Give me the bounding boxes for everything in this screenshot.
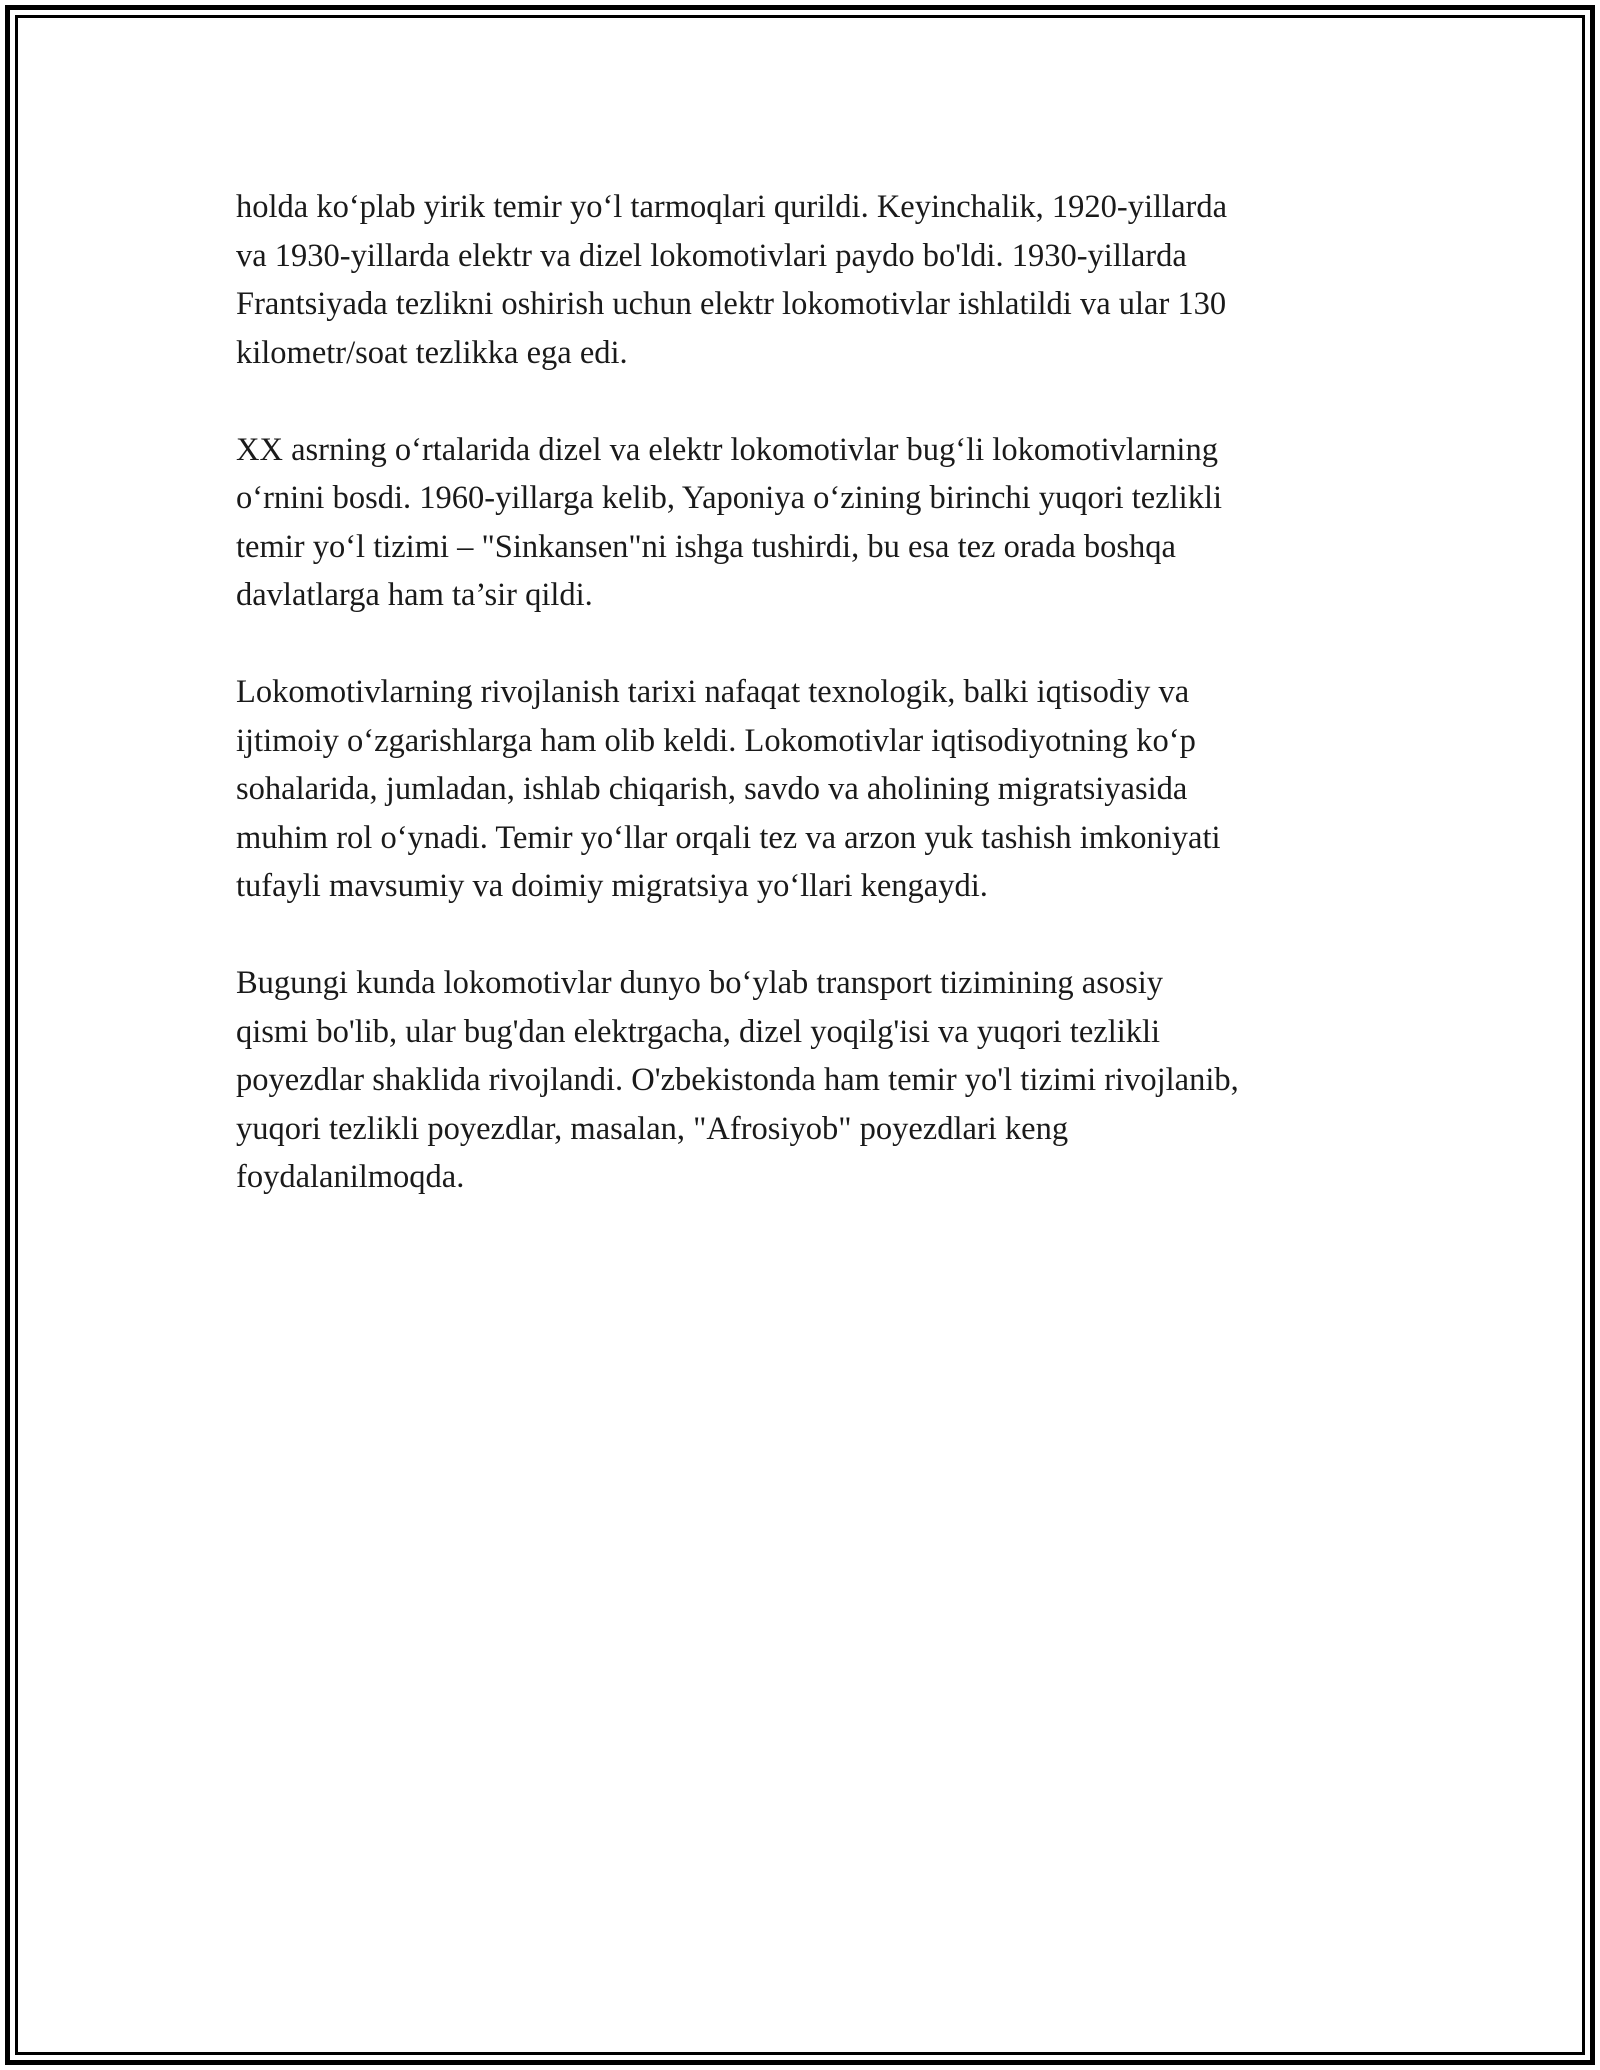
text-line: muhim rol oʻynadi. Temir yoʻllar orqali tez va arzon yuk tashish imkoniyati [236, 819, 1221, 856]
text-line: Lokomotivlarning rivojlanish tarixi nafaqat texnologik, balki iqtisodiy va [236, 674, 1190, 710]
text-line: XX asrning oʻrtalarida dizel va elektr lokomotivlar bugʻli lokomotivlarning [236, 431, 1218, 468]
text-line: ijtimoiy oʻzgarishlarga ham olib keldi. Lokomotivlar iqtisodiyotning koʻp [236, 722, 1196, 759]
text-line: foydalanilmoqda. [236, 1159, 465, 1195]
text-line: qismi bo'lib, ular bug'dan elektrgacha, dizel yoqilg'isi va yuqori tezlikli [236, 1013, 1161, 1050]
text-line: holda koʻplab yirik temir yoʻl tarmoqlari qurildi. Keyinchalik, 1920-yillarda [236, 189, 1227, 225]
text-line: temir yoʻl tizimi – "Sinkansen"ni ishga tushirdi, bu esa tez orada boshqa [236, 528, 1176, 565]
text-line: yuqori tezlikli poyezdlar, masalan, "Afrosiyob" poyezdlari keng [236, 1110, 1069, 1147]
document-body [236, 183, 1386, 1250]
text-line: Bugungi kunda lokomotivlar dunyo boʻylab transport tizimining asosiy [236, 965, 1164, 1001]
text-line: va 1930-yillarda elektr va dizel lokomotivlari paydo bo'ldi. 1930-yillarda [236, 237, 1187, 274]
text-line: oʻrnini bosdi. 1960-yillarga kelib, Yaponiya oʻzining birinchi yuqori tezlikli [236, 480, 1222, 516]
text-line: Frantsiyada tezlikni oshirish uchun elektr lokomotivlar ishlatildi va ular 130 [236, 286, 1227, 322]
paragraph-3 [236, 668, 1386, 911]
paragraph-1 [236, 183, 1386, 377]
paragraph-2 [236, 426, 1386, 620]
text-line: poyezdlar shaklida rivojlandi. O'zbekistonda ham temir yo'l tizimi rivojlanib, [236, 1062, 1239, 1098]
text-line: davlatlarga ham ta’sir qildi. [236, 577, 593, 613]
text-line: tufayli mavsumiy va doimiy migratsiya yoʻllari kengaydi. [236, 868, 988, 904]
text-line: kilometr/soat tezlikka ega edi. [236, 334, 628, 371]
text-line: sohalarida, jumladan, ishlab chiqarish, savdo va aholining migratsiyasida [236, 771, 1188, 807]
paragraph-4 [236, 959, 1386, 1202]
